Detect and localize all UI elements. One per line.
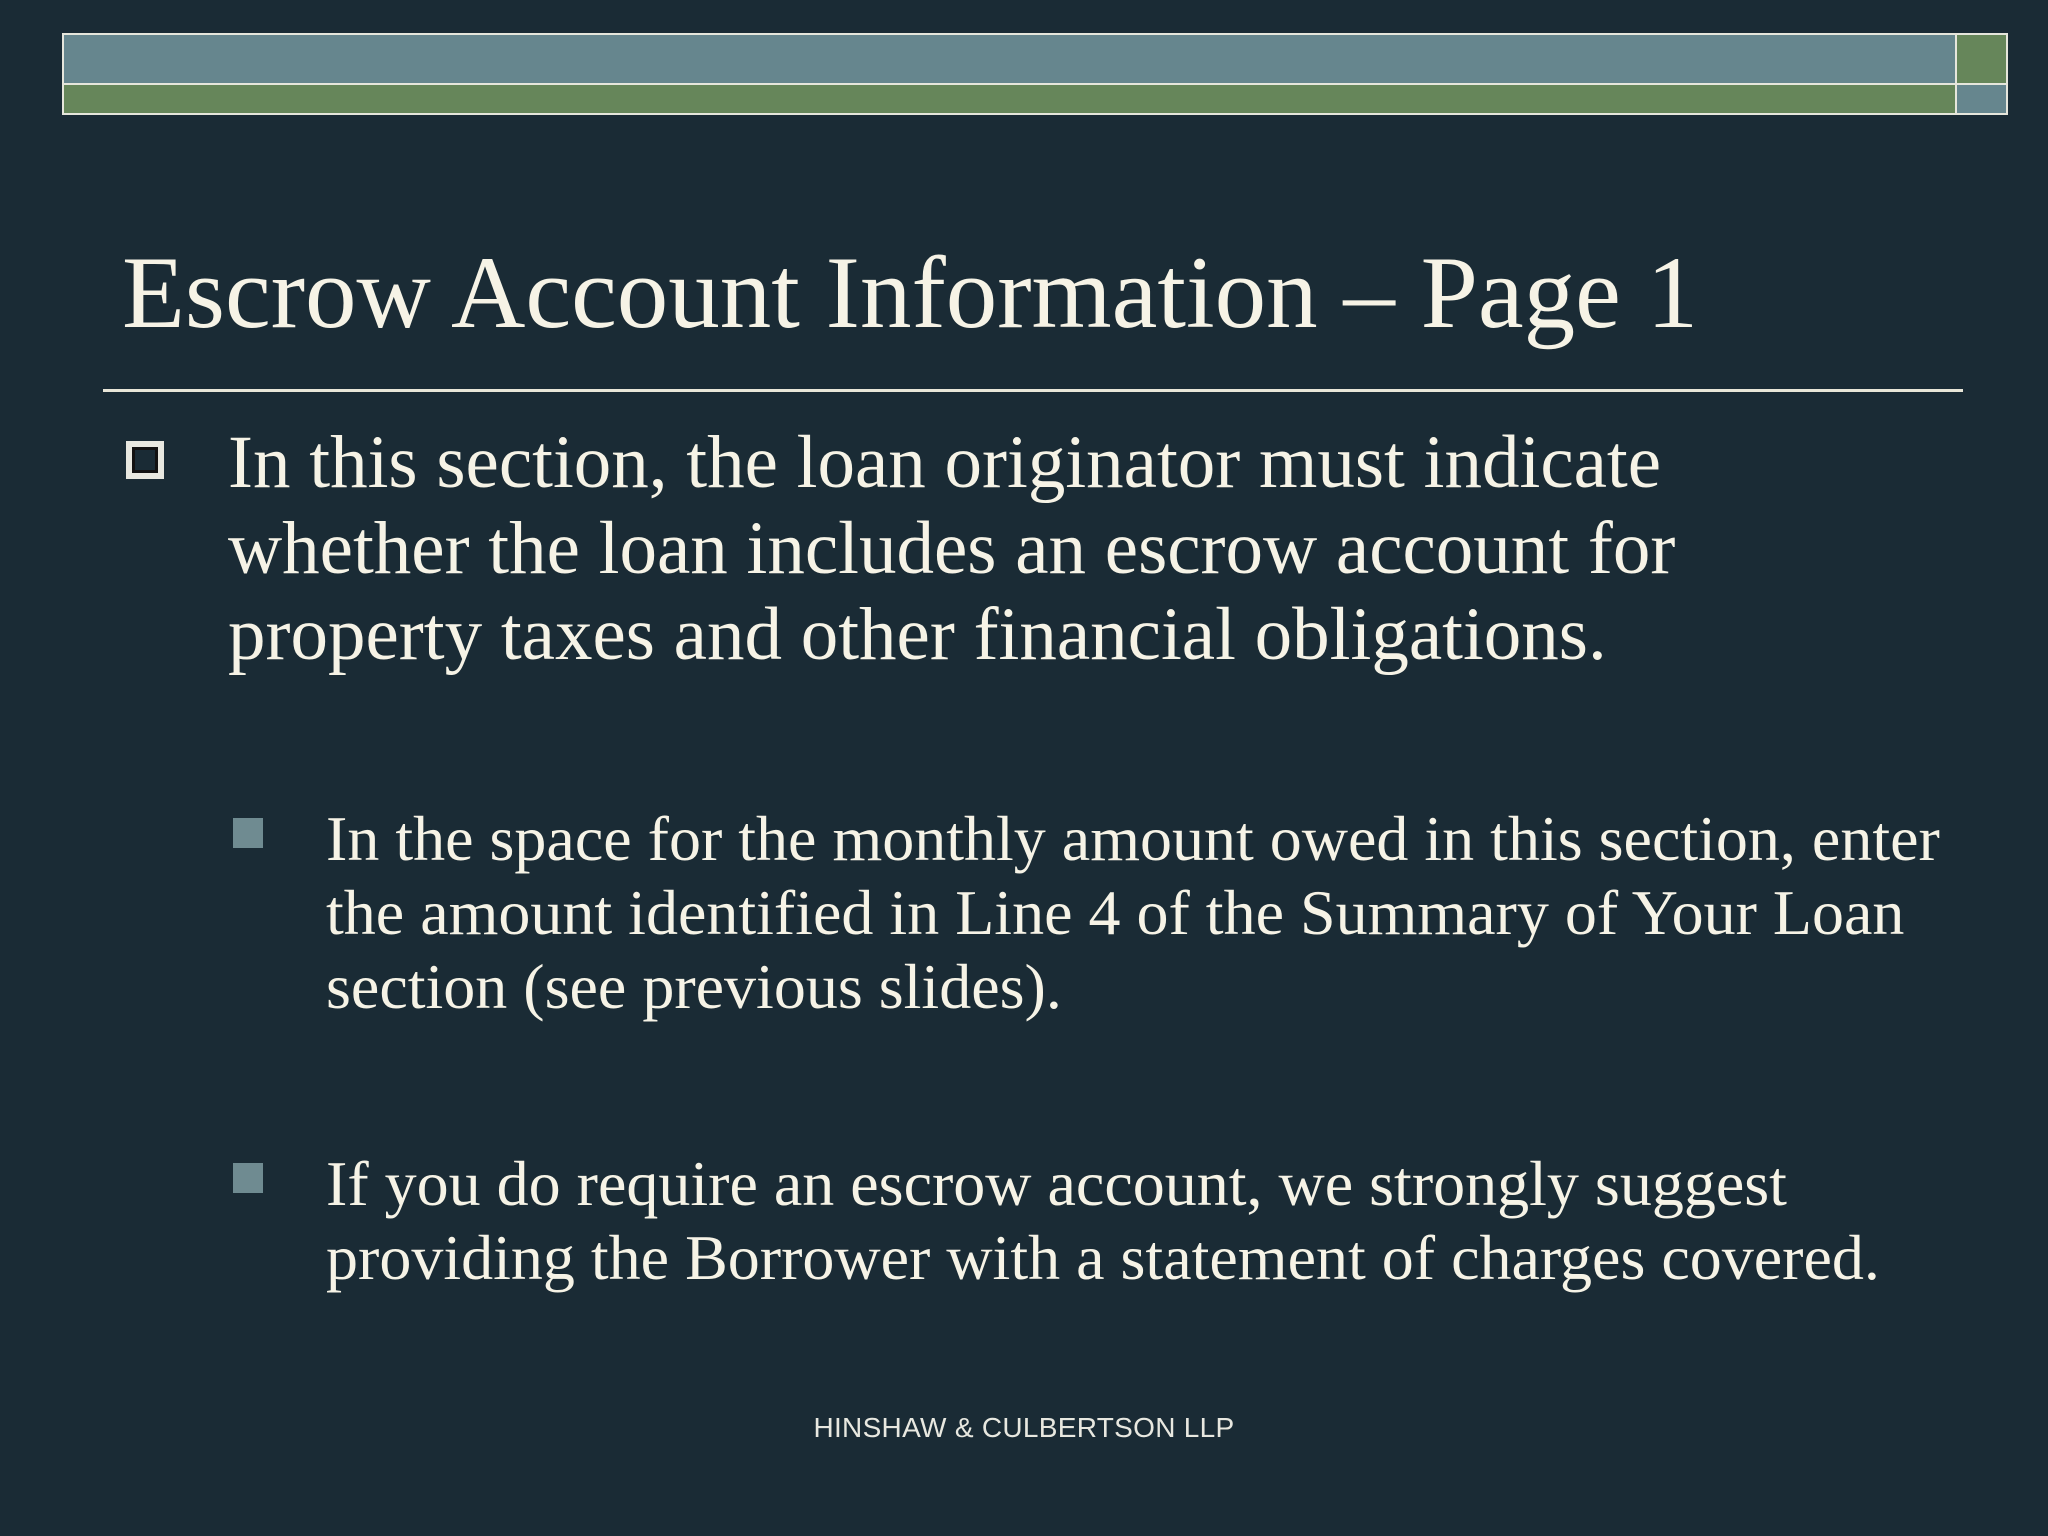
sub-bullet-text-2: If you do require an escrow account, we strongly suggest providing the Borrower with a statement of charges covered. — [326, 1148, 1880, 1293]
header-banner — [62, 33, 2008, 115]
bullet-text-1: In this section, the loan originator must indicate whether the loan includes an escrow account for property taxes and other financial obligations. — [228, 421, 1676, 676]
sub-bullet-text-1: In the space for the monthly amount owed in this section, enter the amount identified in Line 4 of the Summary of Your Loan section (see previous slides). — [326, 803, 1940, 1022]
square-bullet-icon — [233, 1163, 263, 1193]
banner-top-stripe — [64, 35, 1957, 85]
banner-bottom-stripe — [64, 85, 1957, 113]
banner-corner-top — [1957, 35, 2006, 85]
square-bullet-icon — [233, 818, 263, 848]
footer-firm-name: HINSHAW & CULBERTSON LLP — [813, 1412, 1235, 1443]
slide-title: Escrow Account Information – Page 1 — [122, 236, 1699, 350]
banner-corner-bottom — [1957, 85, 2006, 113]
hollow-square-bullet-icon — [126, 441, 164, 479]
title-divider — [103, 389, 1963, 392]
